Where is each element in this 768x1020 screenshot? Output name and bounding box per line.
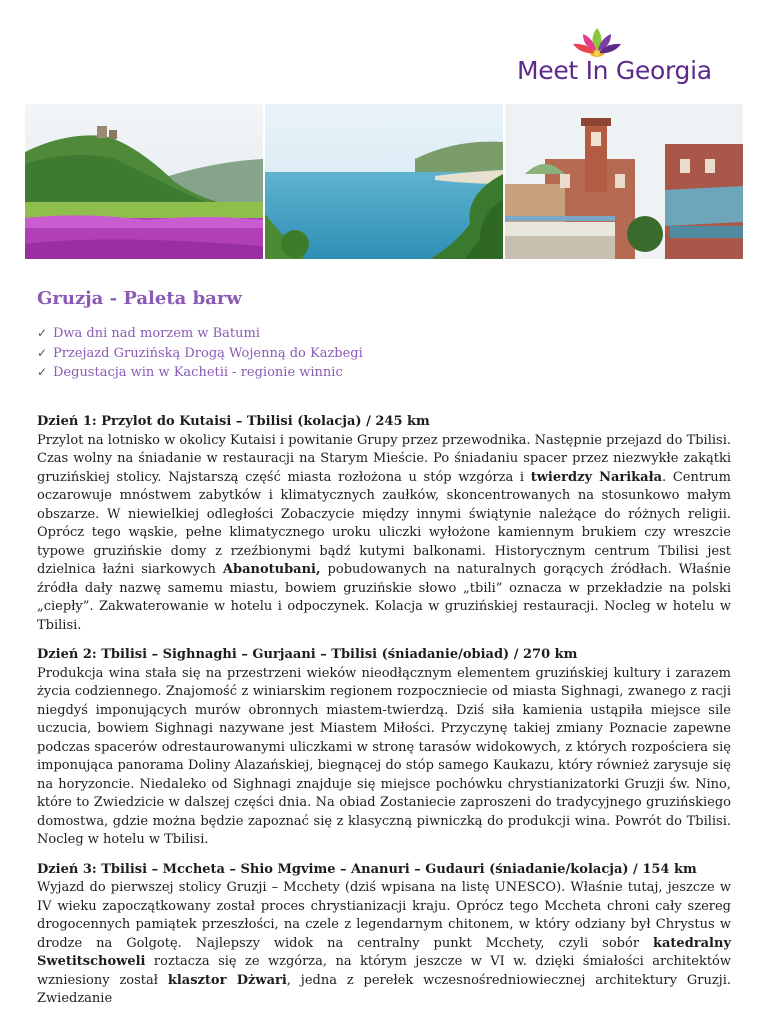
highlight-item xyxy=(37,363,363,383)
brand-logo xyxy=(517,26,732,90)
day-text: roztacza się ze wzgórza, na którym jeszcze w VI w. dzięki śmiałości architektów wzniesiony został xyxy=(37,954,731,988)
itinerary-day xyxy=(37,413,731,635)
highlight-text: Przejazd Gruzińską Drogą Wojenną do Kazbegi xyxy=(53,345,363,361)
day-heading: Dzień 1: Przylot do Kutaisi – Tbilisi (kolacja) / 245 km xyxy=(37,414,430,429)
day-description xyxy=(37,432,731,636)
brand-wordmark: Meet In Georgia xyxy=(517,56,712,85)
day-heading: Dzień 3: Tbilisi – Mccheta – Shio Mgvime – Ananuri – Gudauri (śniadanie/kolacja) / 154 km xyxy=(37,861,697,877)
day-text: , jedna z perełek wczesnośredniowiecznej architektury Gruzji. Zwiedzanie xyxy=(37,972,732,1006)
itinerary-day xyxy=(37,861,731,1009)
tour-highlights xyxy=(37,324,363,383)
day-heading: Dzień 2: Tbilisi – Sighnaghi – Gurjaani – Tbilisi (śniadanie/obiad) / 270 km xyxy=(37,647,578,662)
day-text: Wyjazd do pierwszej stolicy Gruzji – Mcchety (dziś wpisana na listę UNESCO). Właśnie tutaj, jeszcze w IV wieku zapoczątkowany został proces chrystianizacji kraju. Oprócz tego Mccheta chroni cały szereg drogocennych pamiątek przeszłości, na czele z legendarnym chitonem, w który odziany był Chrystus w drodze na Golgotę. Najlepszy widok na centralny punkt Mcchety, czyli sobór xyxy=(37,880,731,951)
day-text-emphasis: Abanotubani, xyxy=(222,562,321,577)
itinerary-day xyxy=(37,646,731,850)
checkmark-icon: ✓ xyxy=(37,345,48,360)
day-text: pobudowanych na naturalnych gorących źródłach. Właśnie źródła dały nazwę samemu miastu, bowiem gruzińskie słowo „tbili” oznacza w przekładzie na polski „ciepły”. Zakwaterowanie w hotelu i odpoczynek. Kolacja w gruzińskiej restauracji. Nocleg w hotelu w Tbilisi. xyxy=(37,562,731,633)
checkmark-icon: ✓ xyxy=(37,365,48,379)
itinerary xyxy=(37,413,731,1020)
highlight-item xyxy=(37,324,363,344)
checkmark-icon: ✓ xyxy=(37,326,48,340)
day-text-emphasis: klasztor Dżwari xyxy=(167,972,287,988)
day-description xyxy=(37,665,731,850)
highlight-text: Dwa dni nad morzem w Batumi xyxy=(53,326,261,341)
highlight-text: Degustacja win w Kachetii - regionie winnic xyxy=(53,365,343,380)
day-text-emphasis: katedralny Swetitschoweli xyxy=(37,935,731,969)
day-text-emphasis: twierdzy Narikała xyxy=(530,469,663,485)
highlight-item xyxy=(37,344,363,364)
day-text: Produkcja wina stała się na przestrzeni wieków nieodłącznym elementem gruzińskiej kultury i zarazem życia codziennego. Znajomość z winiarskim regionem rozpoczniecie od miasta Sighnagi, zwanego z racji niegdyś imponujących murów obronnych miastem-twierdzą. Dziś siła kamienia ustąpiła miejsce sile uczucia, bowiem Sighnagi nazywane jest Miastem Miłości. Przyczynę takiej zmiany Poznacie zapewne podczas spacerów odrestaurowanymi uliczkami w stronę tarasów widokowych, z których rozpościera się imponująca panorama Doliny Alazańskiej, biegnącej do stóp samego Kaukazu, który również zarysuje się na horyzoncie. Niedaleko od Sighnagi znajduje się miejsce pochówku chrystianizatorki Gruzji św. Nino, które to Zwiedzicie w dalszej części dnia. Na obiad Zostaniecie zaproszeni do tradycyjnego gruzińskiego domostwa, gdzie można będzie zapoznać się z klasyczną piwniczką do produkcji wina. Powrót do Tbilisi. Nocleg w hotelu w Tbilisi. xyxy=(37,665,731,847)
day-text: Przylot na lotnisko w okolicy Kutaisi i powitanie Grupy przez przewodnika. Następnie przejazd do Tbilisi. Czas wolny na śniadanie w restauracji na Starym Mieście. Po śniadaniu spacer przez niezwykłe zakątki gruzińskiej stolicy. Najstarszą część miasta rozłożona u stóp wzgórza i xyxy=(37,432,731,485)
flower-logo-icon xyxy=(571,26,623,60)
photo-strip xyxy=(25,104,743,259)
day-text: . Centrum oczarowuje mnóstwem zabytków i klimatycznych zaułków, skoncentrowanych na stosunkowo małym obszarze. W niewielkiej odległości Zobaczycie między innymi świątynie należące do różnych religii. Oprócz tego wąskie, pełne klimatycznego uroku uliczki wyłożone kamiennym brukiem czy wreszcie typowe gruzińskie domy z rzeźbionymi bądź kutymi balkonami. Historycznym centrum Tbilisi jest dzielnica łaźni siarkowych xyxy=(37,469,731,577)
day-description xyxy=(37,879,731,1009)
batumi-sea-coast-photo xyxy=(265,104,503,259)
tbilisi-balconies-houses-photo xyxy=(505,104,743,259)
fortress-hill-flower-field-photo xyxy=(25,104,263,259)
tour-title: Gruzja - Paleta barw xyxy=(37,288,242,309)
